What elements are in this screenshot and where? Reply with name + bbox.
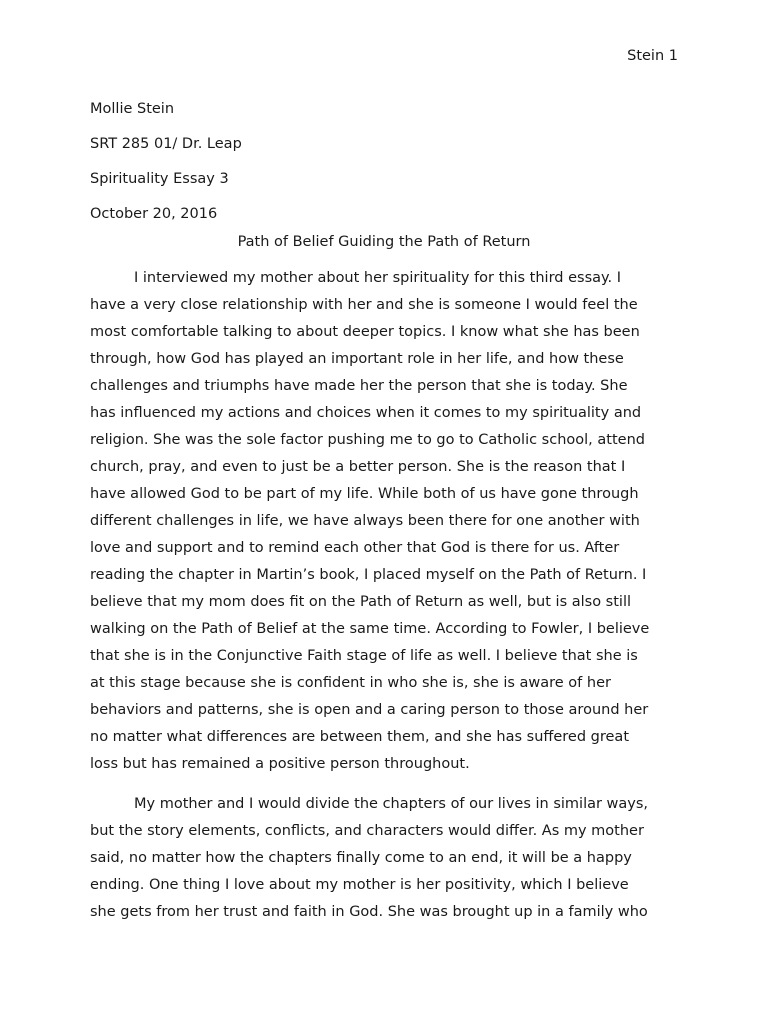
paragraph-line: through, how God has played an important role in her life, and how these bbox=[90, 351, 624, 367]
paragraph-line: I interviewed my mother about her spirituality for this third essay. I bbox=[134, 270, 622, 286]
paragraph-line: walking on the Path of Belief at the same time. According to Fowler, I believe bbox=[90, 621, 650, 637]
paragraph-1 bbox=[90, 265, 678, 778]
paragraph-line: no matter what differences are between them, and she has suffered great bbox=[90, 729, 630, 745]
paragraph-line: she gets from her trust and faith in God. She was brought up in a family who bbox=[90, 904, 648, 920]
mla-heading bbox=[90, 92, 680, 232]
paragraph-2 bbox=[90, 791, 678, 926]
author-name: Mollie Stein bbox=[90, 101, 175, 117]
paragraph-line: church, pray, and even to just be a better person. She is the reason that I bbox=[90, 459, 626, 475]
paragraph-line: believe that my mom does fit on the Path of Return as well, but is also still bbox=[90, 594, 632, 610]
paragraph-line: have allowed God to be part of my life. While both of us have gone through bbox=[90, 486, 639, 502]
paragraph-line: different challenges in life, we have always been there for one another with bbox=[90, 513, 640, 529]
assignment-name: Spirituality Essay 3 bbox=[90, 171, 229, 187]
paragraph-line: said, no matter how the chapters finally come to an end, it will be a happy bbox=[90, 850, 632, 866]
paragraph-line: have a very close relationship with her and she is someone I would feel the bbox=[90, 297, 638, 313]
essay-title: Path of Belief Guiding the Path of Return bbox=[237, 234, 531, 250]
paragraph-line: religion. She was the sole factor pushing me to go to Catholic school, attend bbox=[90, 432, 645, 448]
paragraph-line: that she is in the Conjunctive Faith stage of life as well. I believe that she is bbox=[90, 648, 638, 664]
paragraph-line: My mother and I would divide the chapters of our lives in similar ways, bbox=[134, 796, 649, 812]
paragraph-line: reading the chapter in Martin’s book, I placed myself on the Path of Return. I bbox=[90, 567, 647, 583]
page-number-header: Stein 1 bbox=[627, 48, 678, 64]
paragraph-line: has influenced my actions and choices when it comes to my spirituality and bbox=[90, 405, 642, 421]
essay-date: October 20, 2016 bbox=[90, 206, 218, 222]
paragraph-line: most comfortable talking to about deeper topics. I know what she has been bbox=[90, 324, 640, 340]
paragraph-line: love and support and to remind each other that God is there for us. After bbox=[90, 540, 620, 556]
paragraph-line: but the story elements, conflicts, and characters would differ. As my mother bbox=[90, 823, 644, 839]
paragraph-line: ending. One thing I love about my mother is her positivity, which I believe bbox=[90, 877, 629, 893]
course-info: SRT 285 01/ Dr. Leap bbox=[90, 136, 242, 152]
paragraph-line: at this stage because she is confident in who she is, she is aware of her bbox=[90, 675, 611, 691]
paragraph-line: behaviors and patterns, she is open and a caring person to those around her bbox=[90, 702, 649, 718]
paragraph-line: challenges and triumphs have made her the person that she is today. She bbox=[90, 378, 628, 394]
paragraph-line: loss but has remained a positive person throughout. bbox=[90, 756, 470, 772]
